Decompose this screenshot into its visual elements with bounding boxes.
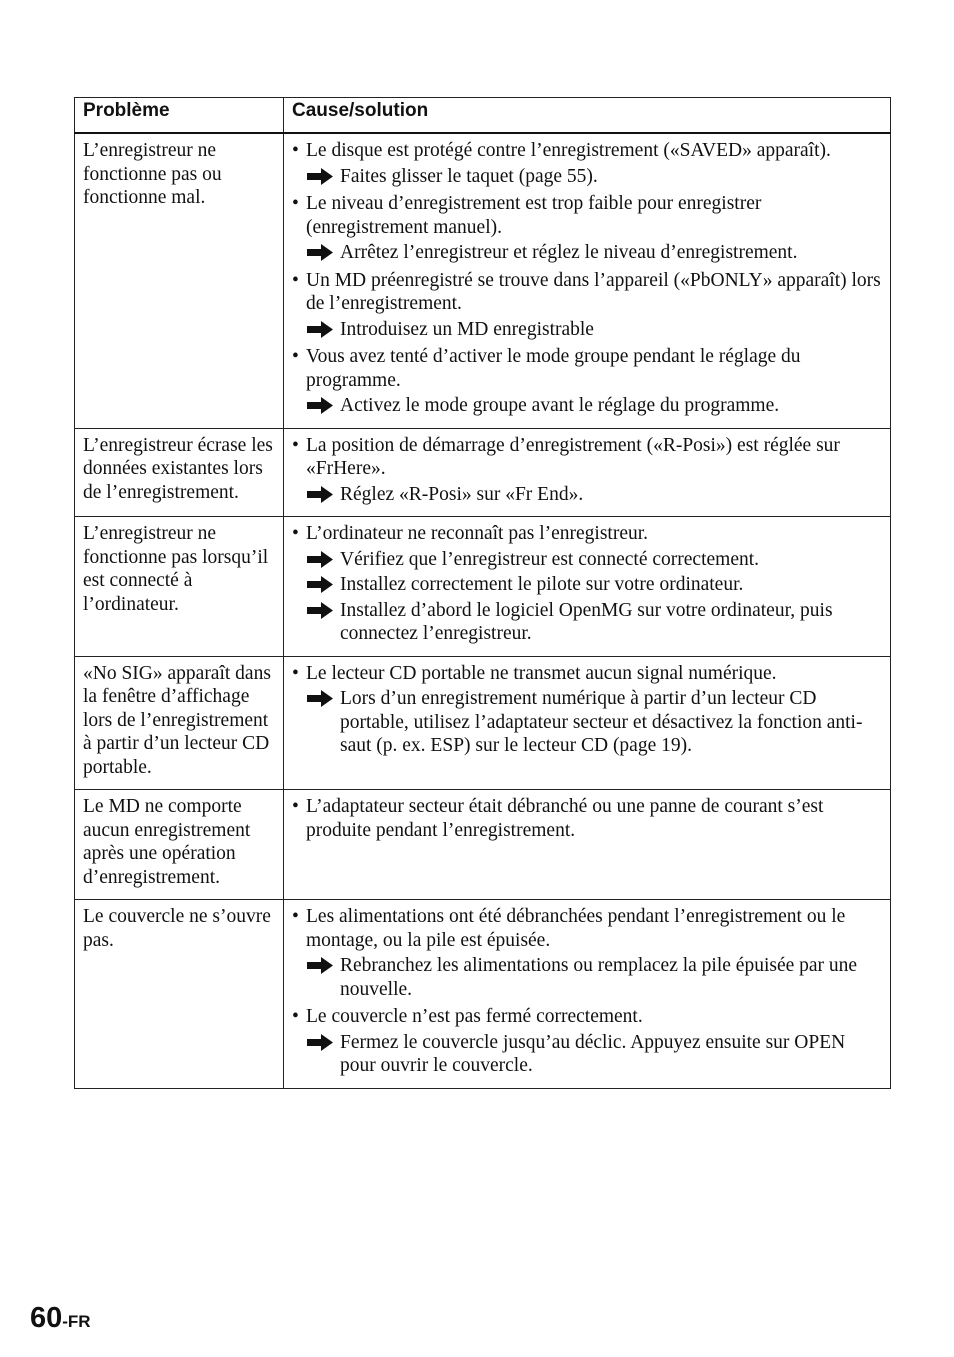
solution-item (292, 394, 882, 418)
problem-cell: «No SIG» apparaît dans la fenêtre d’affichage lors de l’enregistrement à partir d’un lecteur CD portable. (75, 656, 284, 790)
solution-item (292, 687, 882, 758)
solution-text: Vérifiez que l’enregistreur est connecté correctement. (340, 548, 760, 570)
cause-item (292, 434, 882, 507)
cause-item (292, 139, 882, 188)
solution-item (292, 954, 882, 1001)
column-header-problem: Problème (75, 98, 284, 134)
right-arrow-icon (307, 602, 333, 619)
right-arrow-icon (307, 244, 333, 261)
table-row (75, 133, 891, 428)
right-arrow-icon (307, 957, 333, 974)
solution-text: Faites glisser le taquet (page 55). (340, 165, 598, 187)
cause-text (292, 905, 882, 952)
bullet-icon: • (292, 523, 299, 544)
bullet-icon: • (292, 193, 299, 214)
solution-text: Arrêtez l’enregistreur et réglez le niveau d’enregistrement. (340, 242, 798, 263)
table-header-row (75, 98, 891, 134)
right-arrow-icon (307, 486, 333, 503)
solution-text: Activez le mode groupe avant le réglage du programme. (340, 395, 780, 416)
solution-text: Installez correctement le pilote sur votre ordinateur. (340, 574, 744, 595)
cause-solution-cell (284, 900, 891, 1089)
cause-text (292, 139, 882, 163)
table-row (75, 517, 891, 657)
cause-label: Le lecteur CD portable ne transmet aucun signal numérique. (306, 662, 777, 684)
problem-cell: L’enregistreur ne fonctionne pas ou fonctionne mal. (75, 133, 284, 428)
solution-item (292, 241, 882, 265)
page-number-value: 60 (30, 1302, 63, 1334)
cause-item (292, 345, 882, 418)
cause-label: Les alimentations ont été débranchées pendant l’enregistrement ou le montage, ou la pile est épuisée. (306, 906, 846, 951)
solution-text: Introduisez un MD enregistrable (340, 318, 594, 340)
cause-label: L’ordinateur ne reconnaît pas l’enregistreur. (306, 523, 649, 544)
problem-cell: L’enregistreur écrase les données existantes lors de l’enregistrement. (75, 428, 284, 517)
cause-solution-cell (284, 790, 891, 900)
solution-text: Lors d’un enregistrement numérique à partir d’un lecteur CD portable, utilisez l’adaptateur secteur et désactivez la fonction anti-saut (p. ex. ESP) sur le lecteur CD (page 19). (340, 688, 863, 756)
bullet-icon: • (292, 346, 299, 367)
cause-item (292, 795, 882, 842)
bullet-icon: • (292, 906, 299, 927)
cause-text (292, 522, 882, 546)
cause-item (292, 192, 882, 265)
table-row (75, 900, 891, 1089)
bullet-icon: • (292, 140, 299, 161)
solution-item (292, 1031, 882, 1078)
cause-label: Le disque est protégé contre l’enregistrement («SAVED» apparaît). (306, 140, 831, 161)
problem-cell: L’enregistreur ne fonctionne pas lorsqu’il est connecté à l’ordinateur. (75, 517, 284, 657)
cause-text (292, 192, 882, 239)
right-arrow-icon (307, 397, 333, 414)
table-row (75, 790, 891, 900)
right-arrow-icon (307, 576, 333, 593)
solution-item (292, 548, 882, 572)
right-arrow-icon (307, 690, 333, 707)
bullet-icon: • (292, 434, 299, 456)
table-row (75, 428, 891, 517)
problem-cell: Le MD ne comporte aucun enregistrement après une opération d’enregistrement. (75, 790, 284, 900)
solution-text: Réglez «R-Posi» sur «Fr End». (340, 483, 584, 505)
problem-cell: Le couvercle ne s’ouvre pas. (75, 900, 284, 1089)
table-row (75, 656, 891, 790)
solution-text: Fermez le couvercle jusqu’au déclic. Appuyez ensuite sur OPEN pour ouvrir le couvercle. (340, 1031, 846, 1076)
cause-text (292, 434, 882, 481)
right-arrow-icon (307, 321, 333, 338)
page-number (30, 1302, 91, 1335)
bullet-icon: • (292, 269, 299, 291)
cause-item (292, 522, 882, 646)
cause-text (292, 662, 882, 686)
cause-label: Un MD préenregistré se trouve dans l’appareil («PbONLY» apparaît) lors de l’enregistrement. (306, 269, 881, 314)
troubleshooting-table (74, 97, 891, 1089)
page-number-suffix: -FR (62, 1312, 91, 1331)
right-arrow-icon (307, 1034, 333, 1051)
right-arrow-icon (307, 551, 333, 568)
cause-label: Vous avez tenté d’activer le mode groupe pendant le réglage du programme. (306, 346, 801, 391)
cause-text (292, 1005, 882, 1029)
cause-item (292, 269, 882, 342)
cause-item (292, 905, 882, 1001)
solution-text: Rebranchez les alimentations ou remplacez la pile épuisée par une nouvelle. (340, 955, 858, 1000)
solution-text: Installez d’abord le logiciel OpenMG sur votre ordinateur, puis connectez l’enregistreur. (340, 599, 833, 644)
cause-label: La position de démarrage d’enregistrement («R-Posi») est réglée sur «FrHere». (306, 434, 840, 479)
cause-solution-cell (284, 517, 891, 657)
cause-label: Le niveau d’enregistrement est trop faible pour enregistrer (enregistrement manuel). (306, 193, 762, 238)
cause-solution-cell (284, 133, 891, 428)
bullet-icon: • (292, 662, 299, 684)
solution-item (292, 599, 882, 646)
cause-text (292, 795, 882, 842)
solution-item (292, 165, 882, 189)
cause-label: Le couvercle n’est pas fermé correctement. (306, 1006, 643, 1027)
cause-solution-cell (284, 428, 891, 517)
column-header-cause-solution: Cause/solution (284, 98, 891, 134)
solution-item (292, 573, 882, 597)
cause-solution-cell (284, 656, 891, 790)
cause-label: L’adaptateur secteur était débranché ou une panne de courant s’est produite pendant l’enregistrement. (306, 796, 824, 841)
bullet-icon: • (292, 1006, 299, 1027)
right-arrow-icon (307, 168, 333, 185)
solution-item (292, 318, 882, 342)
cause-text (292, 269, 882, 316)
solution-item (292, 483, 882, 507)
cause-item (292, 662, 882, 758)
cause-item (292, 1005, 882, 1078)
bullet-icon: • (292, 796, 299, 817)
cause-text (292, 345, 882, 392)
